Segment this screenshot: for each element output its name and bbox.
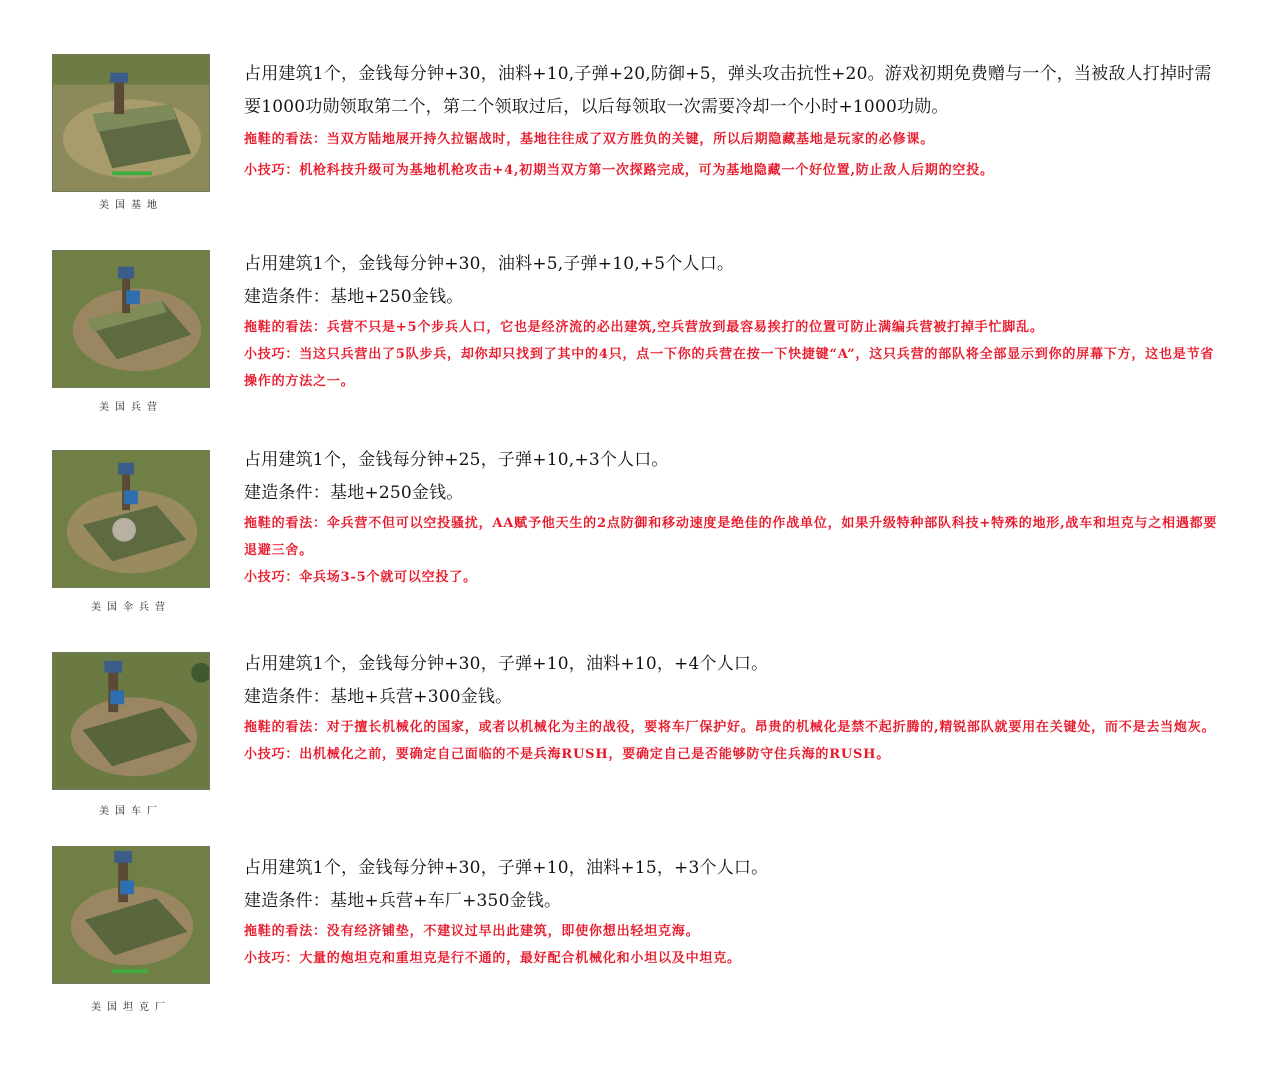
build-condition-line: 建造条件：基地+250金钱。 [244,483,464,503]
building-image-paratrooper-barracks [52,450,210,588]
tip-line: 小技巧：当这只兵营出了5队步兵，却你却只找到了其中的4只，点一下你的兵营在按一下快捷键“A”，这只兵营的部队将全部显示到你的屏幕下方，这也是节省操作的方法之一。 [244,347,1215,389]
building-image-base [52,54,210,192]
tip-line: 小技巧：机枪科技升级可为基地机枪攻击+4,初期当双方第一次探路完成，可为基地隐藏一个好位置,防止敌人后期的空投。 [244,163,994,178]
tip-line: 小技巧：出机械化之前，要确定自己面临的不是兵海RUSH，要确定自己是否能够防守住兵海的RUSH。 [244,747,891,762]
tip-line: 小技巧：大量的炮坦克和重坦克是行不通的，最好配合机械化和小坦以及中坦克。 [244,951,741,966]
stats-line: 占用建筑1个，金钱每分钟+30，子弹+10，油料+10，+4个人口。 [244,654,769,674]
building-image-barracks [52,250,210,388]
opinion-line: 拖鞋的看法：对于擅长机械化的国家，或者以机械化为主的战役，要将车厂保护好。昂贵的机械化是禁不起折腾的,精锐部队就要用在关键处，而不是去当炮灰。 [244,720,1216,735]
build-condition-line: 建造条件：基地+250金钱。 [244,287,464,307]
building-image-vehicle-factory [52,652,210,790]
build-condition-line: 建造条件：基地+兵营+车厂+350金钱。 [244,891,562,911]
building-caption: 美国坦克厂 [91,1002,171,1013]
build-condition-line: 建造条件：基地+兵营+300金钱。 [244,687,513,707]
entry-text [244,444,1224,591]
building-caption: 美国伞兵营 [91,602,171,613]
opinion-line: 拖鞋的看法：伞兵营不但可以空投骚扰，AA赋予他天生的2点防御和移动速度是绝佳的作战单位，如果升级特种部队科技+特殊的地形,战车和坦克与之相遇都要退避三舍。 [244,516,1218,558]
building-caption: 美国基地 [99,200,163,211]
entry-text [244,58,1224,184]
building-caption: 美国车厂 [99,806,163,817]
entry-text [244,852,1224,972]
entry-text [244,248,1224,395]
opinion-line: 拖鞋的看法：兵营不只是+5个步兵人口，它也是经济流的必出建筑,空兵营放到最容易挨打的位置可防止满编兵营被打掉手忙脚乱。 [244,320,1044,335]
stats-line: 占用建筑1个，金钱每分钟+30，油料+5,子弹+10,+5个人口。 [244,254,735,274]
opinion-line: 拖鞋的看法：当双方陆地展开持久拉锯战时，基地往往成了双方胜负的关键，所以后期隐藏基地是玩家的必修课。 [244,132,935,147]
stats-line: 占用建筑1个，金钱每分钟+30，油料+10,子弹+20,防御+5，弹头攻击抗性+20。游戏初期免费赠与一个，当被敌人打掉时需要1000功勋领取第二个，第二个领取过后，以后每领取一次需要冷却一个小时+1000功勋。 [244,64,1212,117]
stats-line: 占用建筑1个，金钱每分钟+30，子弹+10，油料+15，+3个人口。 [244,858,769,878]
opinion-line: 拖鞋的看法：没有经济铺垫，不建议过早出此建筑，即使你想出轻坦克海。 [244,924,700,939]
tip-line: 小技巧：伞兵场3-5个就可以空投了。 [244,570,477,585]
stats-line: 占用建筑1个，金钱每分钟+25，子弹+10,+3个人口。 [244,450,669,470]
building-caption: 美国兵营 [99,402,163,413]
building-image-tank-factory [52,846,210,984]
entry-text [244,648,1224,768]
